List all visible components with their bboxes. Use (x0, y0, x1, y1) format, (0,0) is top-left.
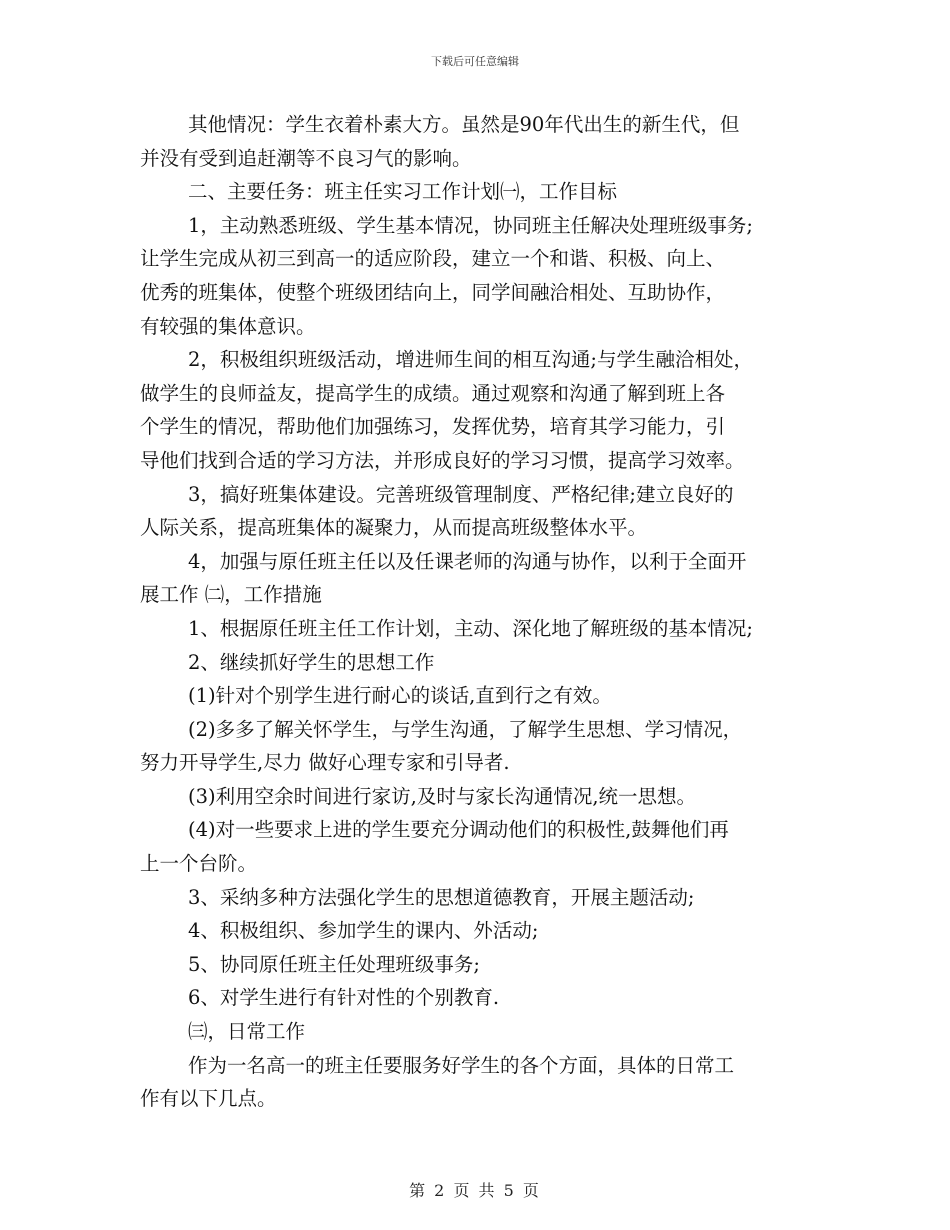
text-line: ㈢，日常工作 (188, 1020, 306, 1044)
text-line: 并没有受到追赶潮等不良习气的影响。 (140, 146, 472, 170)
text-line: 作为一名高一的班主任要服务好学生的各个方面，具体的日常工 (188, 1053, 735, 1077)
text-line: 其他情况：学生衣着朴素大方。虽然是90年代出生的新生代，但 (188, 113, 740, 136)
text-line: 二、主要任务：班主任实习工作计划㈠，工作目标 (188, 180, 618, 204)
text-line: 展工作 ㈡，工作措施 (140, 583, 322, 607)
text-line: 4，加强与原任班主任以及任课老师的沟通与协作，以利于全面开 (188, 549, 747, 573)
text-line: 导他们找到合适的学习方法，并形成良好的学习习惯，提高学习效率。 (140, 448, 745, 472)
text-line: 1、根据原任班主任工作计划，主动、深化地了解班级的基本情况; (188, 616, 753, 640)
text-line: 1，主动熟悉班级、学生基本情况，协同班主任解决处理班级事务; (188, 213, 753, 237)
text-line: 人际关系，提高班集体的凝聚力，从而提高班级整体水平。 (140, 516, 648, 540)
text-line: 优秀的班集体，使整个班级团结向上，同学间融洽相处、互助协作， (140, 280, 726, 304)
text-line: (3)利用空余时间进行家访,及时与家长沟通情况,统一思想。 (188, 784, 697, 808)
text-line: 2，积极组织班级活动，增进师生间的相互沟通;与学生融洽相处， (188, 348, 753, 372)
text-line: 4、积极组织、参加学生的课内、外活动; (188, 919, 539, 943)
text-line: 努力开导学生,尽力 做好心理专家和引导者. (140, 751, 510, 775)
text-line: 3，搞好班集体建设。完善班级管理制度、严格纪律;建立良好的 (188, 482, 734, 506)
page-number: 第 2 页 共 5 页 (409, 1181, 541, 1200)
text-line: (4)对一些要求上进的学生要充分调动他们的积极性,鼓舞他们再 (188, 818, 729, 842)
text-line: (1)针对个别学生进行耐心的谈话,直到行之有效。 (188, 684, 612, 708)
body-text (140, 108, 820, 1116)
text-line: 2、继续抓好学生的思想工作 (188, 650, 435, 674)
text-line: 有较强的集体意识。 (140, 314, 316, 338)
text-line: 6、对学生进行有针对性的个别教育. (188, 986, 500, 1010)
text-line: 做学生的良师益友，提高学生的成绩。通过观察和沟通了解到班上各 (140, 381, 726, 405)
text-line: (2)多多了解关怀学生，与学生沟通，了解学生思想、学习情况， (188, 717, 743, 741)
page-header: 下载后可任意编辑 (431, 55, 519, 68)
text-line: 个学生的情况，帮助他们加强练习，发挥优势，培育其学习能力，引 (140, 415, 726, 439)
text-line: 上一个台阶。 (140, 852, 258, 876)
text-line: 让学生完成从初三到高一的适应阶段，建立一个和谐、积极、向上、 (140, 247, 726, 271)
text-line: 作有以下几点。 (140, 1087, 277, 1111)
text-line: 5、协同原任班主任处理班级事务; (188, 952, 480, 976)
text-line: 3、采纳多种方法强化学生的思想道德教育，开展主题活动; (188, 885, 695, 909)
